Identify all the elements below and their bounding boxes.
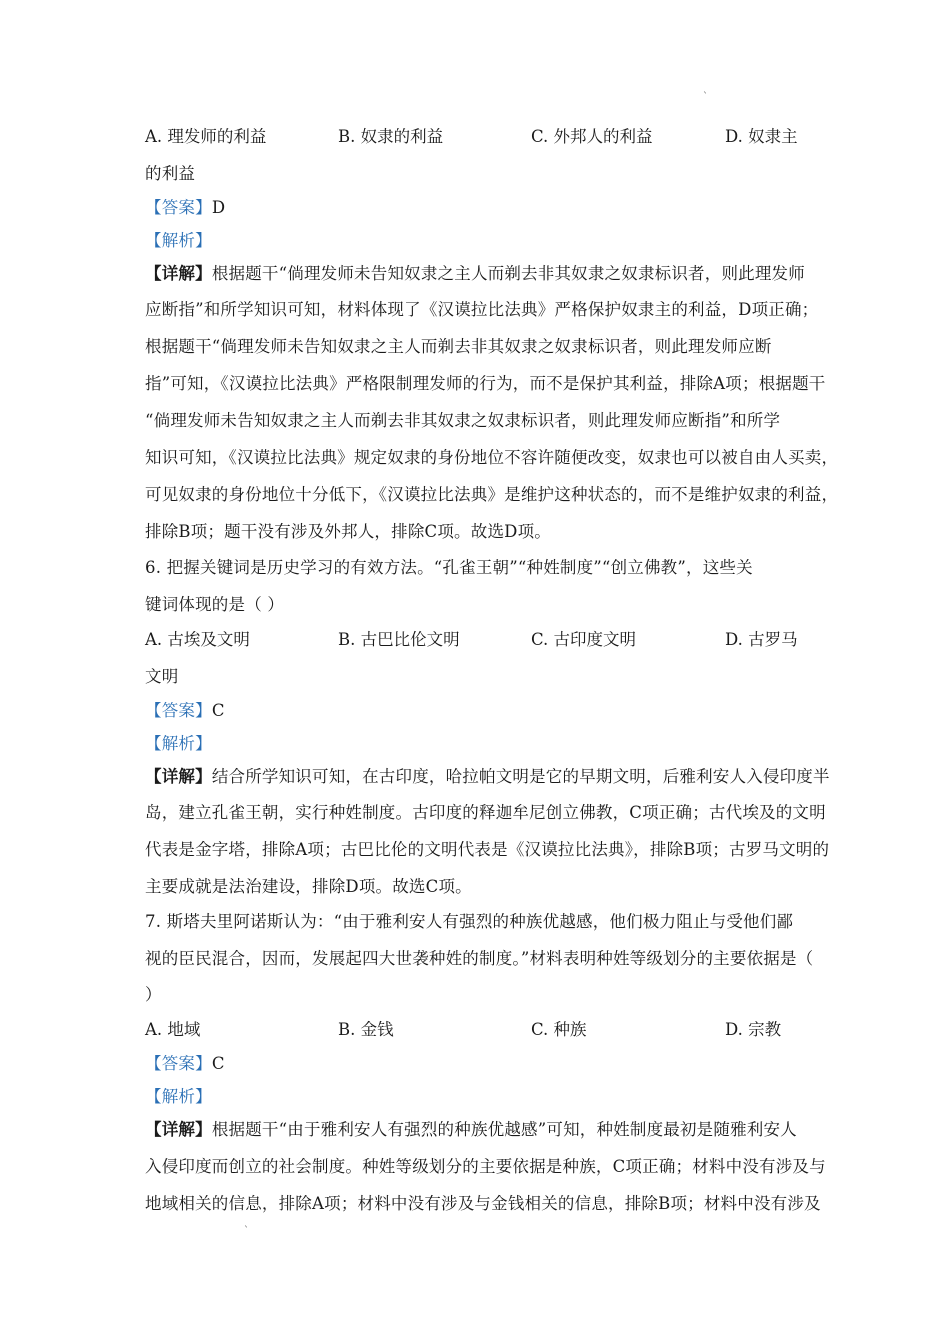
q6-detail-line: 岛，建立孔雀王朝，实行种姓制度。古印度的释迦牟尼创立佛教，C项正确；古代埃及的文明 <box>145 803 826 822</box>
q7-detail-text: 根据题干“由于雅利安人有强烈的种族优越感”可知，种姓制度最初是随雅利安人 <box>211 1120 797 1139</box>
q7-analysis-tag: 【解析】 <box>145 1087 212 1106</box>
q5-analysis-heading <box>145 230 212 252</box>
q7-stem-line: 视的臣民混合，因而，发展起四大世袭种姓的制度。”材料表明种姓等级划分的主要依据是（ <box>145 949 814 968</box>
q6-options <box>145 629 845 651</box>
q7-option-c: C. 种族 <box>531 1020 587 1039</box>
q7-detail-line <box>145 1119 797 1141</box>
q6-stem-line: 6. 把握关键词是历史学习的有效方法。“孔雀王朝”“种姓制度”“创立佛教”，这些关 <box>145 558 753 577</box>
q5-detail-line <box>145 263 805 285</box>
q6-option-d: D. 古罗马 <box>725 630 798 649</box>
q6-stem-line: 键词体现的是（ ） <box>145 595 285 614</box>
q7-stem-line: ） <box>145 985 162 1004</box>
q6-answer-value: C <box>211 701 225 720</box>
q7-answer <box>145 1053 225 1075</box>
q6-detail-line <box>145 766 830 788</box>
q6-option-c: C. 古印度文明 <box>531 630 637 649</box>
q6-answer-tag: 【答案】 <box>145 701 212 720</box>
q6-option-d-wrap: 文明 <box>145 667 179 686</box>
q6-analysis-tag: 【解析】 <box>145 734 212 753</box>
q5-answer <box>145 197 225 219</box>
q6-detail-text: 结合所学知识可知，在古印度，哈拉帕文明是它的早期文明，后雅利安人入侵印度半 <box>211 767 830 786</box>
q5-option-d: D. 奴隶主 <box>725 127 798 146</box>
q7-options <box>145 1019 845 1041</box>
q7-answer-value: C <box>211 1054 225 1073</box>
q6-option-a: A. 古埃及文明 <box>145 630 250 649</box>
q5-answer-tag: 【答案】 <box>145 198 212 217</box>
q6-answer <box>145 700 225 722</box>
q5-detail-line: 排除B项；题干没有涉及外邦人，排除C项。故选D项。 <box>145 522 551 541</box>
q5-detail-line: 应断指”和所学知识可知，材料体现了《汉谟拉比法典》严格保护奴隶主的利益，D项正确； <box>145 300 819 319</box>
q5-answer-value: D <box>211 198 226 217</box>
q6-analysis-heading <box>145 733 212 755</box>
q5-detail-line: 知识可知，《汉谟拉比法典》规定奴隶的身份地位不容许随便改变，奴隶也可以被自由人买卖， <box>145 448 839 467</box>
q7-analysis-heading <box>145 1086 212 1108</box>
q5-detail-text: 根据题干“倘理发师未告知奴隶之主人而剃去非其奴隶之奴隶标识者，则此理发师 <box>211 264 805 283</box>
q7-detail-tag: 【详解】 <box>145 1120 212 1139</box>
q6-option-b: B. 古巴比伦文明 <box>338 630 460 649</box>
q6-detail-line: 代表是金字塔，排除A项；古巴比伦的文明代表是《汉谟拉比法典》，排除B项；古罗马文明的 <box>145 840 830 859</box>
q5-option-a: A. 理发师的利益 <box>145 127 267 146</box>
q5-option-c: C. 外邦人的利益 <box>531 127 653 146</box>
scan-mark-top: ` <box>703 92 708 103</box>
q5-detail-line: 指”可知，《汉谟拉比法典》严格限制理发师的行为，而不是保护其利益，排除A项；根据题干 <box>145 374 826 393</box>
q5-option-d-wrap: 的利益 <box>145 164 196 183</box>
q7-detail-line: 入侵印度而创立的社会制度。种姓等级划分的主要依据是种族，C项正确；材料中没有涉及与 <box>145 1157 826 1176</box>
q5-detail-line: 根据题干“倘理发师未告知奴隶之主人而剃去非其奴隶之奴隶标识者，则此理发师应断 <box>145 337 772 356</box>
q7-option-b: B. 金钱 <box>338 1020 394 1039</box>
q7-answer-tag: 【答案】 <box>145 1054 212 1073</box>
q6-detail-line: 主要成就是法治建设，排除D项。故选C项。 <box>145 877 472 896</box>
q7-option-d: D. 宗教 <box>725 1020 782 1039</box>
q5-detail-line: “倘理发师未告知奴隶之主人而剃去非其奴隶之奴隶标识者，则此理发师应断指”和所学 <box>145 411 781 430</box>
q5-detail-tag: 【详解】 <box>145 264 212 283</box>
q7-detail-line: 地域相关的信息，排除A项；材料中没有涉及与金钱相关的信息，排除B项；材料中没有涉及 <box>145 1194 821 1213</box>
q5-options <box>145 126 845 148</box>
q5-detail-line: 可见奴隶的身份地位十分低下，《汉谟拉比法典》是维护这种状态的，而不是维护奴隶的利益， <box>145 485 839 504</box>
scan-mark-bottom: ` <box>244 1226 249 1237</box>
q5-analysis-tag: 【解析】 <box>145 231 212 250</box>
q6-detail-tag: 【详解】 <box>145 767 212 786</box>
q7-stem-line: 7. 斯塔夫里阿诺斯认为：“由于雅利安人有强烈的种族优越感，他们极力阻止与受他们鄙 <box>145 912 794 931</box>
q7-option-a: A. 地域 <box>145 1020 201 1039</box>
q5-option-b: B. 奴隶的利益 <box>338 127 444 146</box>
